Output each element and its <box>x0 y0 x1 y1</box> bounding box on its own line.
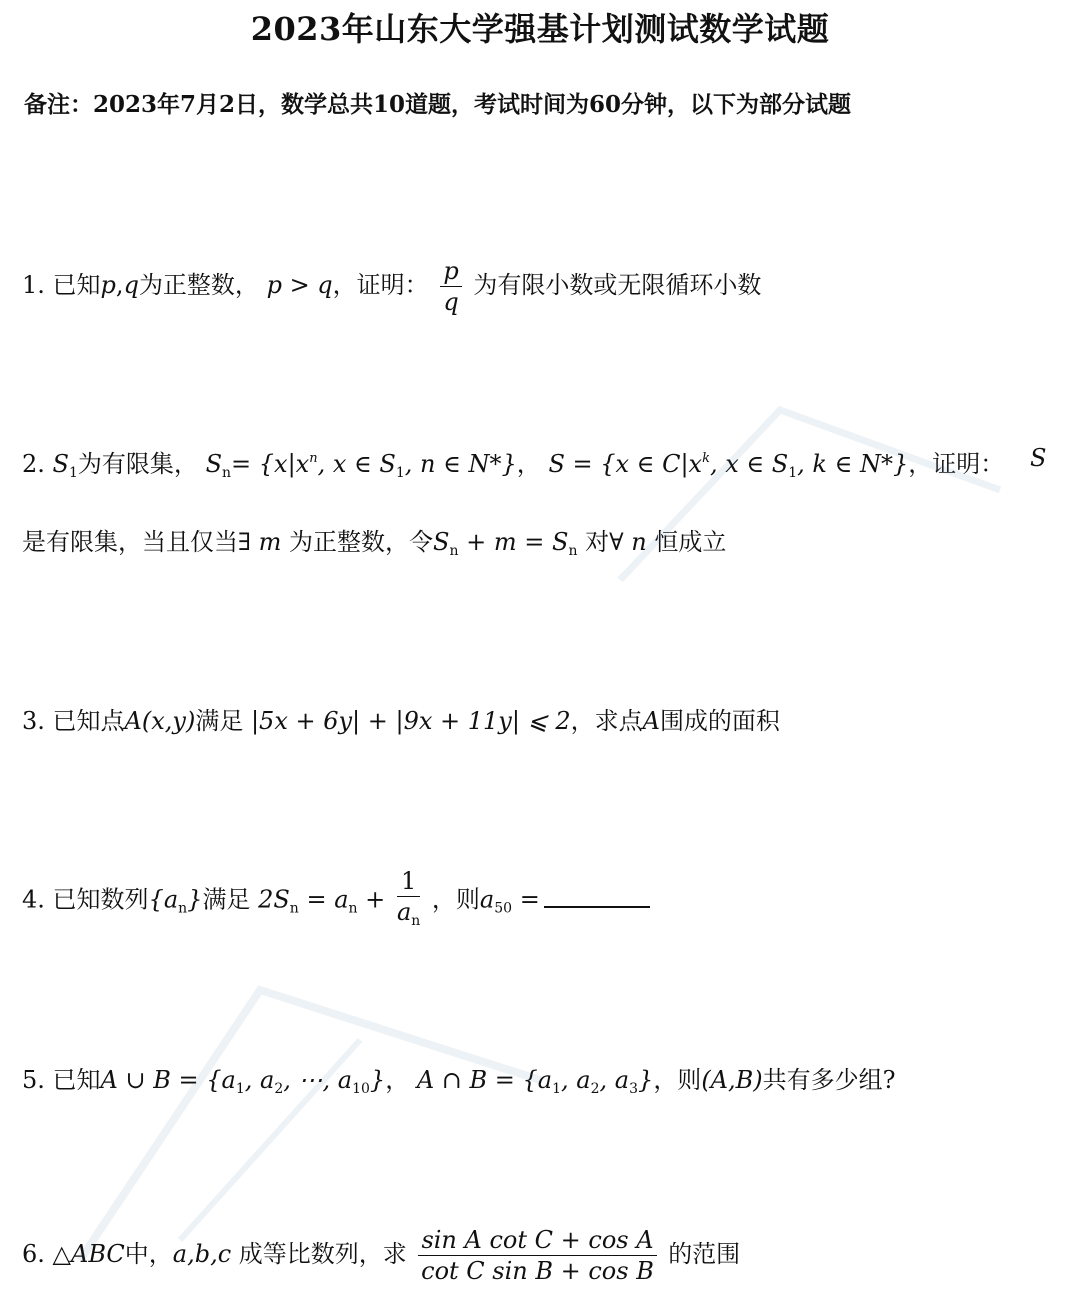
math-forall: ∀ n <box>609 528 647 556</box>
math-set: A ∩ B = {a <box>416 1066 553 1094</box>
fraction-denominator: q <box>443 288 459 316</box>
math-set: , a <box>561 1066 591 1094</box>
math-var: a <box>479 885 495 914</box>
text: ， <box>385 1066 410 1094</box>
text: 为有限小数或无限循环小数 <box>473 271 762 299</box>
math-expression: + <box>357 885 386 914</box>
text: 中， <box>124 1240 173 1268</box>
math-var: S <box>52 450 69 478</box>
text: 共有多少组? <box>762 1066 896 1094</box>
note-text: 2023年7月2日，数学总共10道题，考试时间为60分钟，以下为部分试题 <box>93 91 852 118</box>
math-var: q <box>123 271 139 299</box>
answer-blank[interactable] <box>544 886 650 908</box>
question-number: 6. <box>22 1240 45 1268</box>
subscript: 50 <box>494 900 513 917</box>
subscript: 1 <box>235 1081 245 1097</box>
subscript: n <box>411 913 421 929</box>
exam-note <box>24 86 851 119</box>
text: 已知 <box>52 271 101 299</box>
text: 对 <box>585 528 610 556</box>
fraction-numerator: p <box>440 256 461 287</box>
fraction-denominator: a <box>396 898 412 926</box>
math-set: , k ∈ N*} <box>797 450 909 478</box>
text: ， <box>516 450 541 478</box>
subscript: 2 <box>590 1081 600 1097</box>
math-expression: 2S <box>258 885 290 914</box>
subscript: 10 <box>352 1081 370 1097</box>
math-expression: = a <box>298 885 349 914</box>
question-3 <box>22 701 780 736</box>
text: 已知 <box>52 1066 101 1094</box>
question-number: 1. <box>22 271 45 299</box>
question-4 <box>22 866 650 939</box>
superscript: n <box>309 451 318 466</box>
text: 为正整数， <box>138 271 259 299</box>
subscript: n <box>178 900 188 917</box>
math-set: , a <box>599 1066 630 1094</box>
subscript: 1 <box>788 465 798 481</box>
text: ，证明： <box>908 450 1005 478</box>
math-seq: } <box>187 885 203 914</box>
question-number: 3. <box>22 707 45 735</box>
math-set: A ∪ B = {a <box>100 1066 236 1094</box>
math-set: , n ∈ N*} <box>404 450 517 478</box>
text: 满足 <box>202 885 251 914</box>
question-number: 2. <box>22 450 45 478</box>
text: ，则 <box>431 885 480 914</box>
fraction-numerator: sin A cot C + cos A <box>418 1225 656 1256</box>
subscript: n <box>568 543 578 559</box>
math-var: A <box>642 707 660 735</box>
fraction-one-over-an <box>397 866 420 936</box>
math-set: , a <box>244 1066 275 1094</box>
question-6 <box>22 1222 740 1286</box>
subscript: 1 <box>552 1081 562 1097</box>
math-inequality: |5x + 6y| + |9x + 11y| ⩽ 2 <box>250 707 571 735</box>
math-set: , ⋯, a <box>283 1066 353 1094</box>
math-var: p <box>100 271 116 299</box>
math-expression: + m = S <box>458 528 569 556</box>
math-set: = {x|x <box>231 450 310 478</box>
text: 围成的面积 <box>659 707 780 735</box>
text: 为正整数，令 <box>289 528 434 556</box>
text: 满足 <box>195 707 244 735</box>
subscript: 1 <box>395 465 405 481</box>
subscript: n <box>449 543 459 559</box>
fraction-trig-expression <box>418 1225 656 1286</box>
question-number: 5. <box>22 1066 45 1094</box>
text: ，求点 <box>570 707 643 735</box>
math-inequality: p > q <box>266 271 333 299</box>
math-set: , x ∈ S <box>317 450 396 478</box>
subscript: n <box>348 900 358 917</box>
math-pair: (A,B) <box>701 1066 763 1094</box>
subscript: n <box>222 465 232 481</box>
question-number: 4. <box>22 885 45 914</box>
text: 是有限集，当且仅当 <box>22 528 238 556</box>
subscript: 1 <box>69 465 78 481</box>
subscript: n <box>289 900 299 917</box>
subscript: 2 <box>274 1081 284 1097</box>
math-set: } <box>369 1066 386 1094</box>
question-2-var-s: S <box>1030 444 1047 472</box>
text: ，证明： <box>332 271 429 299</box>
text: 成等比数列，求 <box>238 1240 407 1268</box>
text: , <box>115 271 124 299</box>
fraction-numerator: 1 <box>397 866 420 897</box>
question-5 <box>22 1060 896 1097</box>
math-set: , x ∈ S <box>709 450 789 478</box>
question-2-line-1 <box>22 444 1004 481</box>
text: ，则 <box>653 1066 702 1094</box>
fraction-denominator: cot C sin B + cos B <box>421 1257 654 1285</box>
math-point: A(x,y) <box>124 707 196 735</box>
math-set: S = {x ∈ C|x <box>548 450 703 478</box>
watermark-strokes-2 <box>600 380 1020 640</box>
note-label: 备注： <box>24 91 93 118</box>
math-exists: ∃ m <box>238 528 282 556</box>
math-var: S <box>433 528 450 556</box>
text: 的范围 <box>668 1240 741 1268</box>
question-1 <box>22 256 761 317</box>
text: 已知点 <box>52 707 125 735</box>
math-set: } <box>638 1066 654 1094</box>
superscript: k <box>702 451 710 466</box>
math-seq: {a <box>148 885 179 914</box>
text: 恒成立 <box>654 528 727 556</box>
math-vars: a,b,c <box>172 1240 232 1268</box>
subscript: 3 <box>629 1081 639 1097</box>
math-triangle: △ABC <box>52 1240 125 1268</box>
math-var: S <box>205 450 223 478</box>
text: 为有限集， <box>77 450 198 478</box>
text: 已知数列 <box>52 885 149 914</box>
math-expression: = <box>512 885 540 914</box>
page-title: 2023年山东大学强基计划测试数学试题 <box>250 10 830 48</box>
question-2-line-2 <box>22 522 726 559</box>
fraction-p-over-q <box>440 256 461 317</box>
